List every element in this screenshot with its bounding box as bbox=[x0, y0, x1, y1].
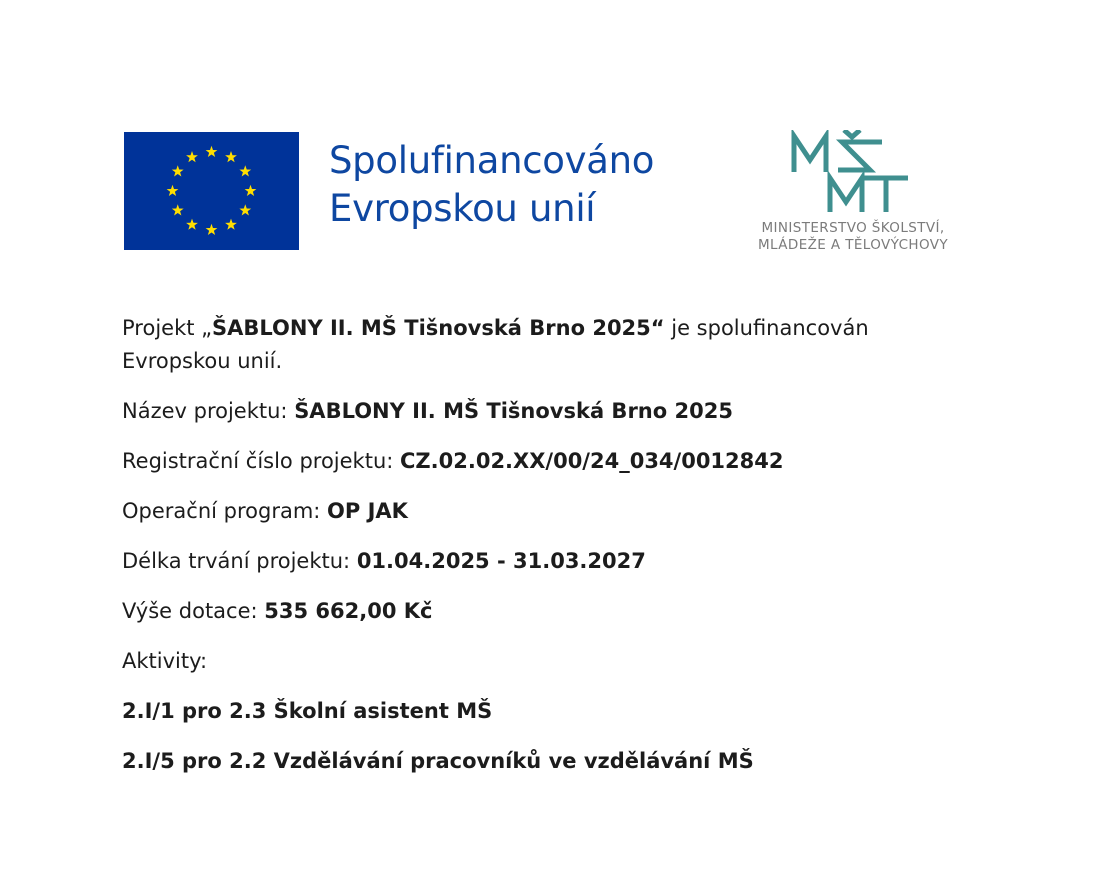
field-value: OP JAK bbox=[327, 499, 408, 523]
logo-header bbox=[0, 0, 1108, 280]
intro-suffix: je spolufinancován Evropskou unií. bbox=[122, 316, 869, 373]
field-registration-number bbox=[122, 445, 982, 478]
project-info bbox=[122, 312, 982, 795]
activity-item-text: 2.I/5 pro 2.2 Vzdělávání pracovníků ve vzdělávání MŠ bbox=[122, 749, 754, 773]
msmt-logo-icon bbox=[790, 130, 915, 216]
project-intro bbox=[122, 312, 982, 378]
intro-prefix: Projekt „ bbox=[122, 316, 213, 340]
activity-item bbox=[122, 745, 982, 778]
intro-project-name: ŠABLONY II. MŠ Tišnovská Brno 2025“ bbox=[212, 316, 665, 340]
field-label: Název projektu: bbox=[122, 399, 295, 423]
field-label: Výše dotace: bbox=[122, 599, 265, 623]
eu-flag-icon bbox=[124, 132, 299, 250]
field-label: Registrační číslo projektu: bbox=[122, 449, 401, 473]
field-grant-amount bbox=[122, 595, 982, 628]
cofunded-line-1: Spolufinancováno bbox=[329, 139, 655, 182]
msmt-line-1: MINISTERSTVO ŠKOLSTVÍ, bbox=[761, 220, 945, 236]
field-label: Délka trvání projektu: bbox=[122, 549, 357, 573]
field-value: CZ.02.02.XX/00/24_034/0012842 bbox=[400, 449, 784, 473]
field-label: Operační program: bbox=[122, 499, 328, 523]
cofunded-text bbox=[329, 137, 654, 233]
field-project-name bbox=[122, 395, 982, 428]
activity-item-text: 2.I/1 pro 2.3 Školní asistent MŠ bbox=[122, 699, 493, 723]
msmt-line-2: MLÁDEŽE A TĚLOVÝCHOVY bbox=[757, 237, 949, 253]
activity-item bbox=[122, 695, 982, 728]
field-operational-program bbox=[122, 495, 982, 528]
field-value: 535 662,00 Kč bbox=[264, 599, 433, 623]
cofunded-line-2: Evropskou unií bbox=[329, 187, 596, 230]
field-duration bbox=[122, 545, 982, 578]
field-value: 01.04.2025 - 31.03.2027 bbox=[356, 549, 646, 573]
field-value: ŠABLONY II. MŠ Tišnovská Brno 2025 bbox=[294, 399, 733, 423]
activities-label: Aktivity: bbox=[122, 649, 208, 673]
msmt-name bbox=[724, 220, 982, 254]
